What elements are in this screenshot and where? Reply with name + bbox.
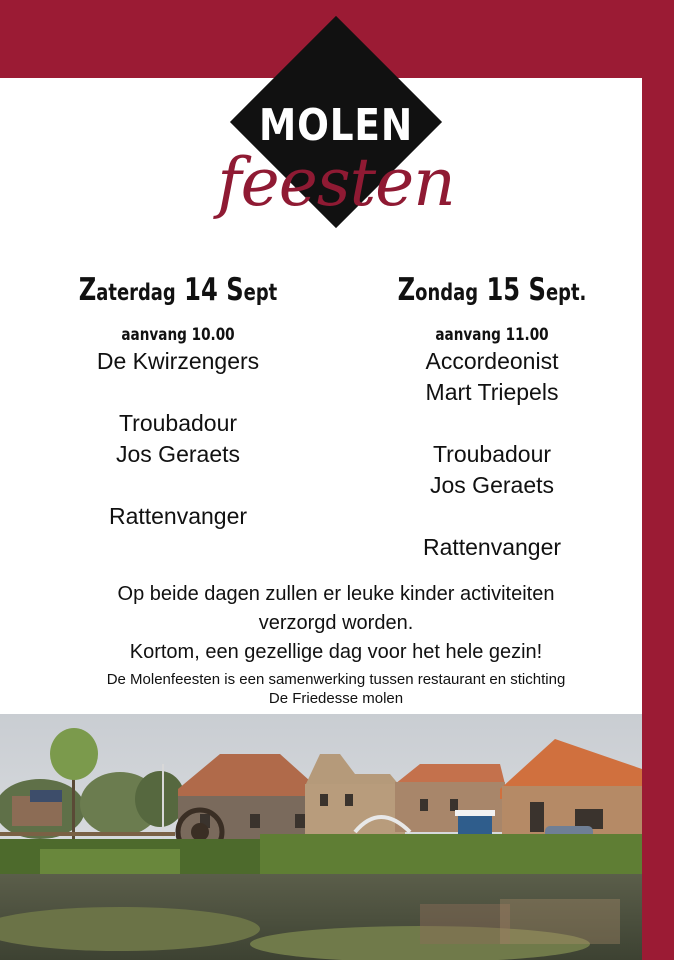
note-line: verzorgd worden. (258, 612, 414, 634)
act-line: Rattenvanger (108, 503, 248, 529)
activities-note (40, 580, 632, 667)
act-line: Troubadour (118, 410, 238, 436)
sunday-column (362, 270, 622, 563)
sunday-start-time: aanvang 11.00 (435, 325, 549, 345)
note-line: De Friedesse molen (268, 690, 404, 707)
act-line: Jos Geraets (116, 441, 240, 467)
act-line: Troubadour (432, 441, 552, 467)
watermill-photo (0, 714, 642, 960)
note-line: De Molenfeesten is een samenwerking tussen restaurant en stichting (106, 671, 566, 688)
collaboration-note (40, 670, 632, 708)
right-accent-bar (642, 0, 674, 960)
sunday-act-list (362, 346, 622, 563)
act-spacer (362, 408, 622, 439)
logo-word-feesten: feesten (217, 144, 455, 221)
saturday-act-list (48, 346, 308, 532)
saturday-start-time: aanvang 10.00 (121, 325, 235, 345)
saturday-heading: Zaterdag 14 Sept (78, 272, 278, 308)
act-spacer (362, 501, 622, 532)
act-line: Rattenvanger (422, 534, 562, 560)
act-line: Jos Geraets (430, 472, 554, 498)
act-spacer (48, 377, 308, 408)
act-spacer (48, 470, 308, 501)
sunday-heading: Zondag 15 Sept. (397, 272, 587, 308)
act-line: De Kwirzengers (96, 348, 260, 374)
note-line: Op beide dagen zullen er leuke kinder activiteiten (117, 583, 555, 605)
note-line: Kortom, een gezellige dag voor het hele gezin! (129, 641, 543, 663)
act-line: Accordeonist (425, 348, 559, 374)
act-line: Mart Triepels (425, 379, 559, 405)
saturday-column (48, 270, 308, 532)
logo-word-molen: MOLEN (259, 100, 413, 151)
